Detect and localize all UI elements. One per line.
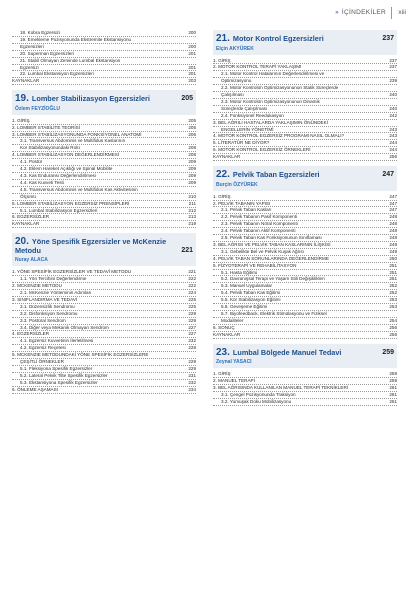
toc-entry[interactable] (213, 154, 397, 161)
toc-entry[interactable] (12, 152, 196, 159)
toc-entry-label: 2.3. Pelvik Tabanın Nöral Komponenti (221, 221, 298, 227)
chapter-22-entries (213, 194, 397, 339)
toc-entry-label: 2.1. Pelvik Taban Kasları (221, 207, 272, 213)
toc-entry[interactable] (12, 221, 196, 228)
toc-entry[interactable] (213, 235, 397, 242)
toc-entry-label: 5.1. Lumbal Stabilizasyon Egzersizleri (20, 207, 98, 213)
chapter-title-line2: Metodu (15, 245, 41, 255)
toc-entry-page: 231 (188, 372, 196, 378)
toc-entry[interactable] (213, 332, 397, 339)
toc-entry[interactable] (12, 366, 196, 373)
chapter-author: Özlem FEYZİOĞLU (15, 105, 61, 112)
toc-entry-page: 225 (188, 303, 196, 309)
toc-entry[interactable] (213, 311, 397, 318)
toc-entry[interactable] (12, 297, 196, 304)
toc-entry-label: Kor Stabilizasyonundaki Rolü (20, 145, 80, 151)
toc-entry[interactable] (12, 194, 196, 201)
toc-entry-page: 239 (389, 78, 397, 84)
chapter-author: Zeynal YASACI (216, 359, 252, 366)
toc-entry-page: 247 (389, 193, 397, 199)
toc-entry[interactable] (12, 173, 196, 180)
toc-entry-label: KAYNAKLAR (12, 78, 40, 84)
toc-entry-page: 229 (188, 310, 196, 316)
toc-entry[interactable] (213, 194, 397, 201)
page-header (0, 0, 420, 30)
chapter-title: Pelvik Taban Egzersizleri (232, 170, 320, 180)
toc-entry-label: Çalışılması (221, 92, 244, 98)
toc-entry-page: 201 (188, 64, 196, 70)
toc-entry-page: 242 (389, 112, 397, 118)
toc-entry[interactable] (12, 78, 196, 85)
chapter-number: 23. (216, 346, 230, 358)
toc-entry-label: 3.1. Düzensizlik Sendromu (20, 303, 75, 309)
toc-entry-page: 200 (188, 30, 196, 35)
toc-entry-label: 1. GİRİŞ (12, 117, 30, 123)
toc-entry[interactable] (12, 380, 196, 387)
toc-entry[interactable] (12, 58, 196, 65)
toc-entry[interactable] (12, 187, 196, 194)
toc-entry-label: Egzersizleri (20, 43, 44, 49)
toc-entry[interactable] (12, 201, 196, 208)
toc-entry-label: Egzersizi (20, 64, 39, 70)
toc-entry-label: 3. BEL AĞRILI HASTALARDA YAKLAŞIMIN ÖNÜNDEKİ (213, 119, 328, 125)
toc-entry[interactable] (12, 269, 196, 276)
toc-entry[interactable] (213, 378, 397, 385)
toc-entry-page: 221 (188, 269, 196, 275)
toc-entry-label: 4.4. Kas Kuvveti Testi (20, 179, 64, 185)
toc-entry[interactable] (12, 311, 196, 318)
section-title (335, 9, 386, 16)
toc-entry-page: 244 (389, 140, 397, 146)
toc-entry-label: 5.2. Davranışsal Terapi ve Yaşam Stili Değişiklikleri (221, 276, 325, 282)
toc-entry-label: 2.2. Pelvik Tabanın Pasif Komponenti (221, 214, 298, 220)
chapter-21-header[interactable] (213, 30, 397, 55)
toc-entry-label: 3.2. Disfonksiyon Sendromu (20, 310, 78, 316)
toc-entry[interactable] (213, 283, 397, 290)
toc-entry[interactable] (12, 132, 196, 139)
toc-entry-label: 2.5. Pelvik Taban Kas Fonksiyonunun Sınıflaması (221, 235, 322, 241)
toc-entry-page: 208 (188, 152, 196, 158)
toc-entry-label: 1.1. Yön Tercihini Değerlendirme (20, 276, 87, 282)
toc-entry[interactable] (213, 147, 397, 154)
toc-entry-page: 222 (188, 276, 196, 282)
toc-entry-page: 254 (389, 317, 397, 323)
toc-entry-label: Ölçümü (20, 193, 36, 199)
toc-entry-label: 5.1. Fleksiyona Spesifik Egzersizler (20, 365, 93, 371)
toc-entry[interactable] (213, 290, 397, 297)
toc-entry-page: 256 (389, 154, 397, 160)
toc-entry-label: ÇEŞİTLİ ÖRNEKLER (20, 359, 64, 365)
toc-entry-page: 243 (389, 126, 397, 132)
toc-entry-page: 256 (389, 331, 397, 337)
toc-entry-label: 5.4. Pelvik Taban Kas Eğitimi (221, 290, 281, 296)
toc-entry[interactable] (12, 51, 196, 58)
toc-entry-label: 3.1. Gebelikte Bel ve Pelvik Kuşak Ağrısı (221, 248, 304, 254)
section-title-label: İÇİNDEKİLER (341, 9, 386, 16)
toc-entry-label: 2.4. Pelvik Tabanın Aktif Komponenti (221, 228, 296, 234)
toc-entry[interactable] (213, 371, 397, 378)
toc-entry-label: 5. MCKENZIE METODUNDAKİ YÖNE SPESİFİK EGZERSİZLERE (12, 352, 149, 358)
toc-entry-page: 201 (188, 71, 196, 77)
toc-entry-label: 2. MCKENZIE METODU (12, 283, 62, 289)
toc-entry[interactable] (213, 325, 397, 332)
header-divider (391, 7, 392, 19)
toc-entry[interactable] (12, 44, 196, 51)
toc-entry-label: KAYNAKLAR (213, 331, 241, 337)
toc-entry-page: 225 (188, 296, 196, 302)
toc-entry-page: 200 (188, 43, 196, 49)
toc-entry-label: 4.2. Egzersiz Reçetesi (20, 345, 66, 351)
toc-entry[interactable] (12, 318, 196, 325)
toc-entry-label: 4. MOTOR KONTROL EGZERSİZ PROGRAMI NASIL OLMALI? (213, 133, 345, 139)
chevron-right-icon: » (335, 10, 339, 16)
toc-entry[interactable] (213, 392, 397, 399)
toc-entry-page: 232 (188, 338, 196, 344)
toc-entry-page: 249 (389, 248, 397, 254)
toc-entry-page: 248 (389, 228, 397, 234)
toc-entry-label: Süreçlerde Çalışılması (221, 105, 268, 111)
toc-entry-page: 212 (188, 207, 196, 213)
chapter-19-entries (12, 118, 196, 229)
toc-entry[interactable] (12, 118, 196, 125)
toc-entry[interactable] (213, 228, 397, 235)
toc-entry-label: 21. Stabil Olmayan Zeminde Lumbal Ekstansiyon (20, 57, 121, 63)
toc-entry-page: 210 (188, 193, 196, 199)
toc-entry-label: 1. YÖNE SPESİFİK EGZERSİZLER VE TEDAVİ METODU (12, 269, 132, 275)
toc-entry-page: 208 (188, 145, 196, 151)
toc-entry[interactable] (213, 64, 397, 71)
toc-entry-page: 232 (188, 379, 196, 385)
chapter-20-entries (12, 269, 196, 393)
toc-entry-label: 3.1. Çengel Pozisyonunda Traksiyon (221, 391, 296, 397)
toc-entry-page: 240 (389, 105, 397, 111)
toc-entry-label: 5.2. Lateral Pelvik Tilte Spesifik Egzersizler (20, 372, 108, 378)
toc-entry-page: 205 (188, 124, 196, 130)
toc-entry-page: 209 (188, 179, 196, 185)
toc-entry-page: 251 (389, 262, 397, 268)
toc-entry-label: 5.5. Kor Stabilizasyon Eğitimi (221, 297, 281, 303)
toc-entry-page: 248 (389, 221, 397, 227)
toc-entry[interactable] (12, 283, 196, 290)
toc-entry[interactable] (213, 207, 397, 214)
toc-entry-label: 6. SONUÇ (213, 324, 235, 330)
toc-entry-page: 259 (389, 378, 397, 384)
toc-entry[interactable] (213, 242, 397, 249)
toc-entry-label: 1. GİRİŞ (213, 193, 231, 199)
toc-entry[interactable] (213, 297, 397, 304)
toc-entry-label: 2. PELVİK TABANIN YAPISI (213, 200, 271, 206)
toc-entry-label: 5.3. Manuel Uygulamalar (221, 283, 273, 289)
toc-entry-page: 256 (389, 324, 397, 330)
toc-entry-label: 6. EGZERSİZLER (12, 214, 50, 220)
toc-entry-label: 3. BEL AĞRISI VE PELVİK TABAN KASLARININ İLİŞKİSİ (213, 241, 331, 247)
toc-entry-page: 211 (188, 200, 196, 206)
toc-entry[interactable] (213, 385, 397, 392)
toc-entry-page: 234 (188, 386, 196, 392)
toc-entry-page: 252 (389, 290, 397, 296)
toc-entry-page: 229 (188, 365, 196, 371)
toc-entry[interactable] (12, 37, 196, 44)
toc-entry[interactable] (213, 113, 397, 120)
toc-entry-label: KAYNAKLAR (12, 221, 40, 227)
toc-column-right (213, 30, 397, 406)
toc-entry-page: 229 (188, 359, 196, 365)
toc-entry[interactable] (213, 99, 397, 106)
toc-entry-page: 251 (389, 276, 397, 282)
toc-entry-label: 1. GİRİŞ (213, 371, 231, 377)
toc-entry-label: Modaliteler (221, 317, 244, 323)
toc-entry-label: 5.1. Hasta Eğitimi (221, 269, 257, 275)
toc-entry-label: 6. ÖNLEME AŞAMASI (12, 386, 58, 392)
toc-entry-label: 5.3. Ekstansiyona Spesifik Egzersizler (20, 379, 98, 385)
toc-entry-page: 222 (188, 283, 196, 289)
toc-entry-label: 4.2. Eklem Hareket Açıklığı ve Spinal Mobilite (20, 166, 113, 172)
toc-entry[interactable] (12, 387, 196, 394)
toc-entry-label: 4. LOMBER STABİLİZASYON DEĞERLENDİRMESİ (12, 152, 120, 158)
toc-entry-label: 5. FİZYOTERAPİ VE REHABİLİTASYON (213, 262, 297, 268)
toc-entry[interactable] (12, 71, 196, 78)
toc-entry[interactable] (12, 304, 196, 311)
toc-entry[interactable] (213, 214, 397, 221)
toc-entry[interactable] (213, 318, 397, 325)
toc-entry-page: 205 (188, 117, 196, 123)
toc-entry-page: 249 (389, 241, 397, 247)
chapter-author: Elçin AKYÜREK (216, 45, 254, 52)
toc-entry[interactable] (12, 30, 196, 37)
toc-entry-label: 3. SINIFLANDIRMA VE TEDAVİ (12, 296, 78, 302)
toc-entry-label: Optimizasyonu (221, 78, 252, 84)
toc-entry[interactable] (213, 71, 397, 78)
toc-entry-label: 3.2. Yumuşak Doku Mobilizasyonu (221, 398, 292, 404)
toc-entry-label: ENGELLERİN YÖNETİMİ (221, 126, 274, 132)
toc-entry[interactable] (213, 276, 397, 283)
toc-entry-page: 209 (188, 159, 196, 165)
toc-entry-label: 4.1. Postür (20, 159, 43, 165)
toc-entry-label: 3. BEL AĞRISINDA KULLANILAN MANUEL TERAPİ TEKNİKLERİ (213, 384, 349, 390)
toc-entry-page: 243 (389, 133, 397, 139)
toc-entry-label: 18. Kobra Egzersizi (20, 30, 60, 35)
chapter-title: Yöne Spesifik Egzersizler ve McKenzie (31, 237, 167, 247)
toc-entry[interactable] (12, 125, 196, 132)
chapter-author: Burçin ÖZYÜREK (216, 181, 258, 188)
toc-entry[interactable] (12, 338, 196, 345)
toc-entry-page: 203 (188, 78, 196, 84)
toc-entry-page: 219 (188, 221, 196, 227)
toc-entry[interactable] (12, 180, 196, 187)
toc-entry-page: 261 (389, 391, 397, 397)
toc-entry-page: 247 (389, 207, 397, 213)
toc-entry-label: 2. MANUEL TERAPİ (213, 378, 255, 384)
toc-entry[interactable] (12, 359, 196, 366)
toc-entry-page: 244 (389, 147, 397, 153)
toc-entry-label: 3.3. Postüral Sendrom (20, 317, 66, 323)
chapter-23-entries (213, 371, 397, 406)
toc-entry-page: 209 (188, 173, 196, 178)
toc-entry[interactable] (12, 166, 196, 173)
toc-entry-page: 250 (389, 255, 397, 261)
chapter-author: Nuray ALACA (15, 257, 48, 264)
toc-entry[interactable] (213, 270, 397, 277)
toc-entry-label: 5. LİTERATÜR NE DİYOR? (213, 140, 270, 146)
toc-entry[interactable] (213, 201, 397, 208)
toc-entry[interactable] (213, 221, 397, 228)
toc-entry-page: 213 (188, 214, 196, 220)
toc-entry-label: 5. LOMBER STABİLİZASYON EGZERSİZ PRENSİPLERİ (12, 200, 130, 206)
toc-entry-page: 206 (188, 131, 196, 137)
toc-entry-page: 248 (389, 235, 397, 241)
toc-entry-page: 253 (389, 297, 397, 303)
toc-entry-page: 261 (389, 398, 397, 404)
chapter-number: 22. (216, 169, 230, 181)
chapter-20-header[interactable] (12, 233, 196, 266)
chapter-title: Lomber Stabilizasyon Egzersizleri (31, 94, 150, 104)
toc-entry-label: 4.1. Egzersiz Kuvvetinin İlerletilmesi (20, 338, 94, 344)
toc-entry-page: 228 (188, 345, 196, 351)
toc-entry-page: 240 (389, 92, 397, 98)
toc-entry-page: 237 (389, 64, 397, 70)
chapter-number: 20. (15, 236, 29, 248)
toc-continued-list (12, 30, 196, 85)
toc-entry-label: 2.3. Motor Kontrolün Optimizasyonunun Dinamik (221, 98, 320, 104)
toc-entry-label: 2. MOTOR KONTROL TERAPİ YAKLAŞIMI (213, 64, 302, 70)
toc-entry-label: 2.2. Motor Kontrolün Optimizasyonunun Statik Süreçlerde (221, 85, 339, 91)
toc-entry-page: 229 (188, 317, 196, 323)
toc-entry[interactable] (12, 159, 196, 166)
chapter-number: 21. (216, 33, 230, 44)
toc-entry-label: 22. Lumbal Ekstansiyon Egzersizleri (20, 71, 94, 77)
chapter-number: 19. (15, 93, 29, 105)
toc-entry-label: 20. Superman Egzersizleri (20, 50, 74, 56)
toc-entry-label: 3.1. Transversus Abdominis ve Multifidus Kaslarının (20, 138, 126, 144)
toc-entry[interactable] (213, 256, 397, 263)
chapter-title: Motor Kontrol Egzersizleri (232, 34, 324, 43)
toc-entry[interactable] (213, 106, 397, 113)
chapter-21-entries (213, 58, 397, 162)
toc-entry-label: 5.6. Geveşeme Eğitimi (221, 304, 268, 310)
toc-column-left (12, 30, 196, 394)
toc-entry-label: 2. LOMBER STABİLİTE TEORİSİ (12, 124, 80, 130)
chapter-page: 221 (181, 246, 193, 254)
toc-entry[interactable] (12, 214, 196, 221)
toc-entry-page: 227 (188, 324, 196, 330)
page-number: xiii (398, 9, 406, 16)
toc-entry[interactable] (12, 138, 196, 145)
toc-entry[interactable] (213, 399, 397, 406)
toc-entry-label: 4. EGZERSİZLER (12, 331, 50, 337)
toc-entry[interactable] (213, 120, 397, 127)
toc-entry-label: 4.5. Transversus Abdominis ve Multifidus Kas Aktivitesinin (20, 186, 138, 192)
toc-entry[interactable] (12, 65, 196, 72)
toc-entry-page: 253 (389, 304, 397, 310)
toc-entry-label: 3. LOMBER STABİLİZASYONUNDA FONKSİYONEL ANATOMİ (12, 131, 142, 137)
chapter-page: 259 (382, 348, 394, 356)
toc-entry-label: 4.3. Kas Enduransı Değerlendirilmesi (20, 173, 96, 178)
toc-entry-label: KAYNAKLAR (213, 154, 241, 160)
toc-entry[interactable] (213, 249, 397, 256)
toc-entry-label: 2.1. McKenzie Yönteminin Adımları (20, 289, 92, 295)
chapter-title: Lumbal Bölgede Manuel Tedavi (232, 347, 342, 357)
toc-entry-label: 3.4. Diğer veya Mekanik Olmayan Sendrom (20, 324, 109, 330)
toc-entry-page: 252 (389, 283, 397, 289)
toc-entry-page: 209 (188, 166, 196, 172)
toc-entry[interactable] (213, 85, 397, 92)
toc-entry-page: 201 (188, 50, 196, 56)
chapter-22-header[interactable] (213, 166, 397, 191)
chapter-19-header[interactable] (12, 90, 196, 115)
toc-entry-page: 261 (389, 384, 397, 390)
toc-entry-page: 248 (389, 214, 397, 220)
chapter-page: 237 (382, 35, 394, 42)
toc-entry-label: 5.7. Biyofeedback, Elektrik Stimülasyonu ve Fiziksel (221, 311, 327, 316)
toc-entry-label: 4. PELVİK TABAN SORUNLARINDA DEĞERLENDİRME (213, 255, 329, 261)
toc-entry[interactable] (213, 78, 397, 85)
toc-entry-page: 247 (389, 200, 397, 206)
toc-entry-label: 6. MOTOR KONTROL EGZERSİZ ÖRNEKLERİ (213, 147, 311, 153)
toc-entry-page: 237 (389, 57, 397, 63)
chapter-page: 205 (181, 95, 193, 103)
toc-entry[interactable] (213, 92, 397, 99)
toc-entry-label: 2.4. Fonksiyonel Reedukasyon (221, 112, 284, 118)
toc-entry[interactable] (12, 290, 196, 297)
toc-entry[interactable] (12, 373, 196, 380)
chapter-page: 247 (382, 171, 394, 179)
toc-entry-page: 251 (389, 269, 397, 275)
toc-entry-label: 19. Emekleme Pozisyonunda Ekstremite Ekstansiyonu (20, 36, 132, 42)
toc-entry-page: 259 (389, 371, 397, 377)
toc-entry-label: 2.1. Motor Kontrol Hatalarının Değerlendirilmesi ve (221, 71, 325, 77)
toc-entry[interactable] (213, 263, 397, 270)
toc-entry-page: 227 (188, 331, 196, 337)
toc-entry[interactable] (12, 276, 196, 283)
toc-entry-page: 224 (188, 289, 196, 295)
toc-entry[interactable] (213, 304, 397, 311)
chapter-23-header[interactable] (213, 344, 397, 369)
toc-entry-label: 1. GİRİŞ (213, 57, 231, 63)
toc-entry[interactable] (12, 352, 196, 359)
